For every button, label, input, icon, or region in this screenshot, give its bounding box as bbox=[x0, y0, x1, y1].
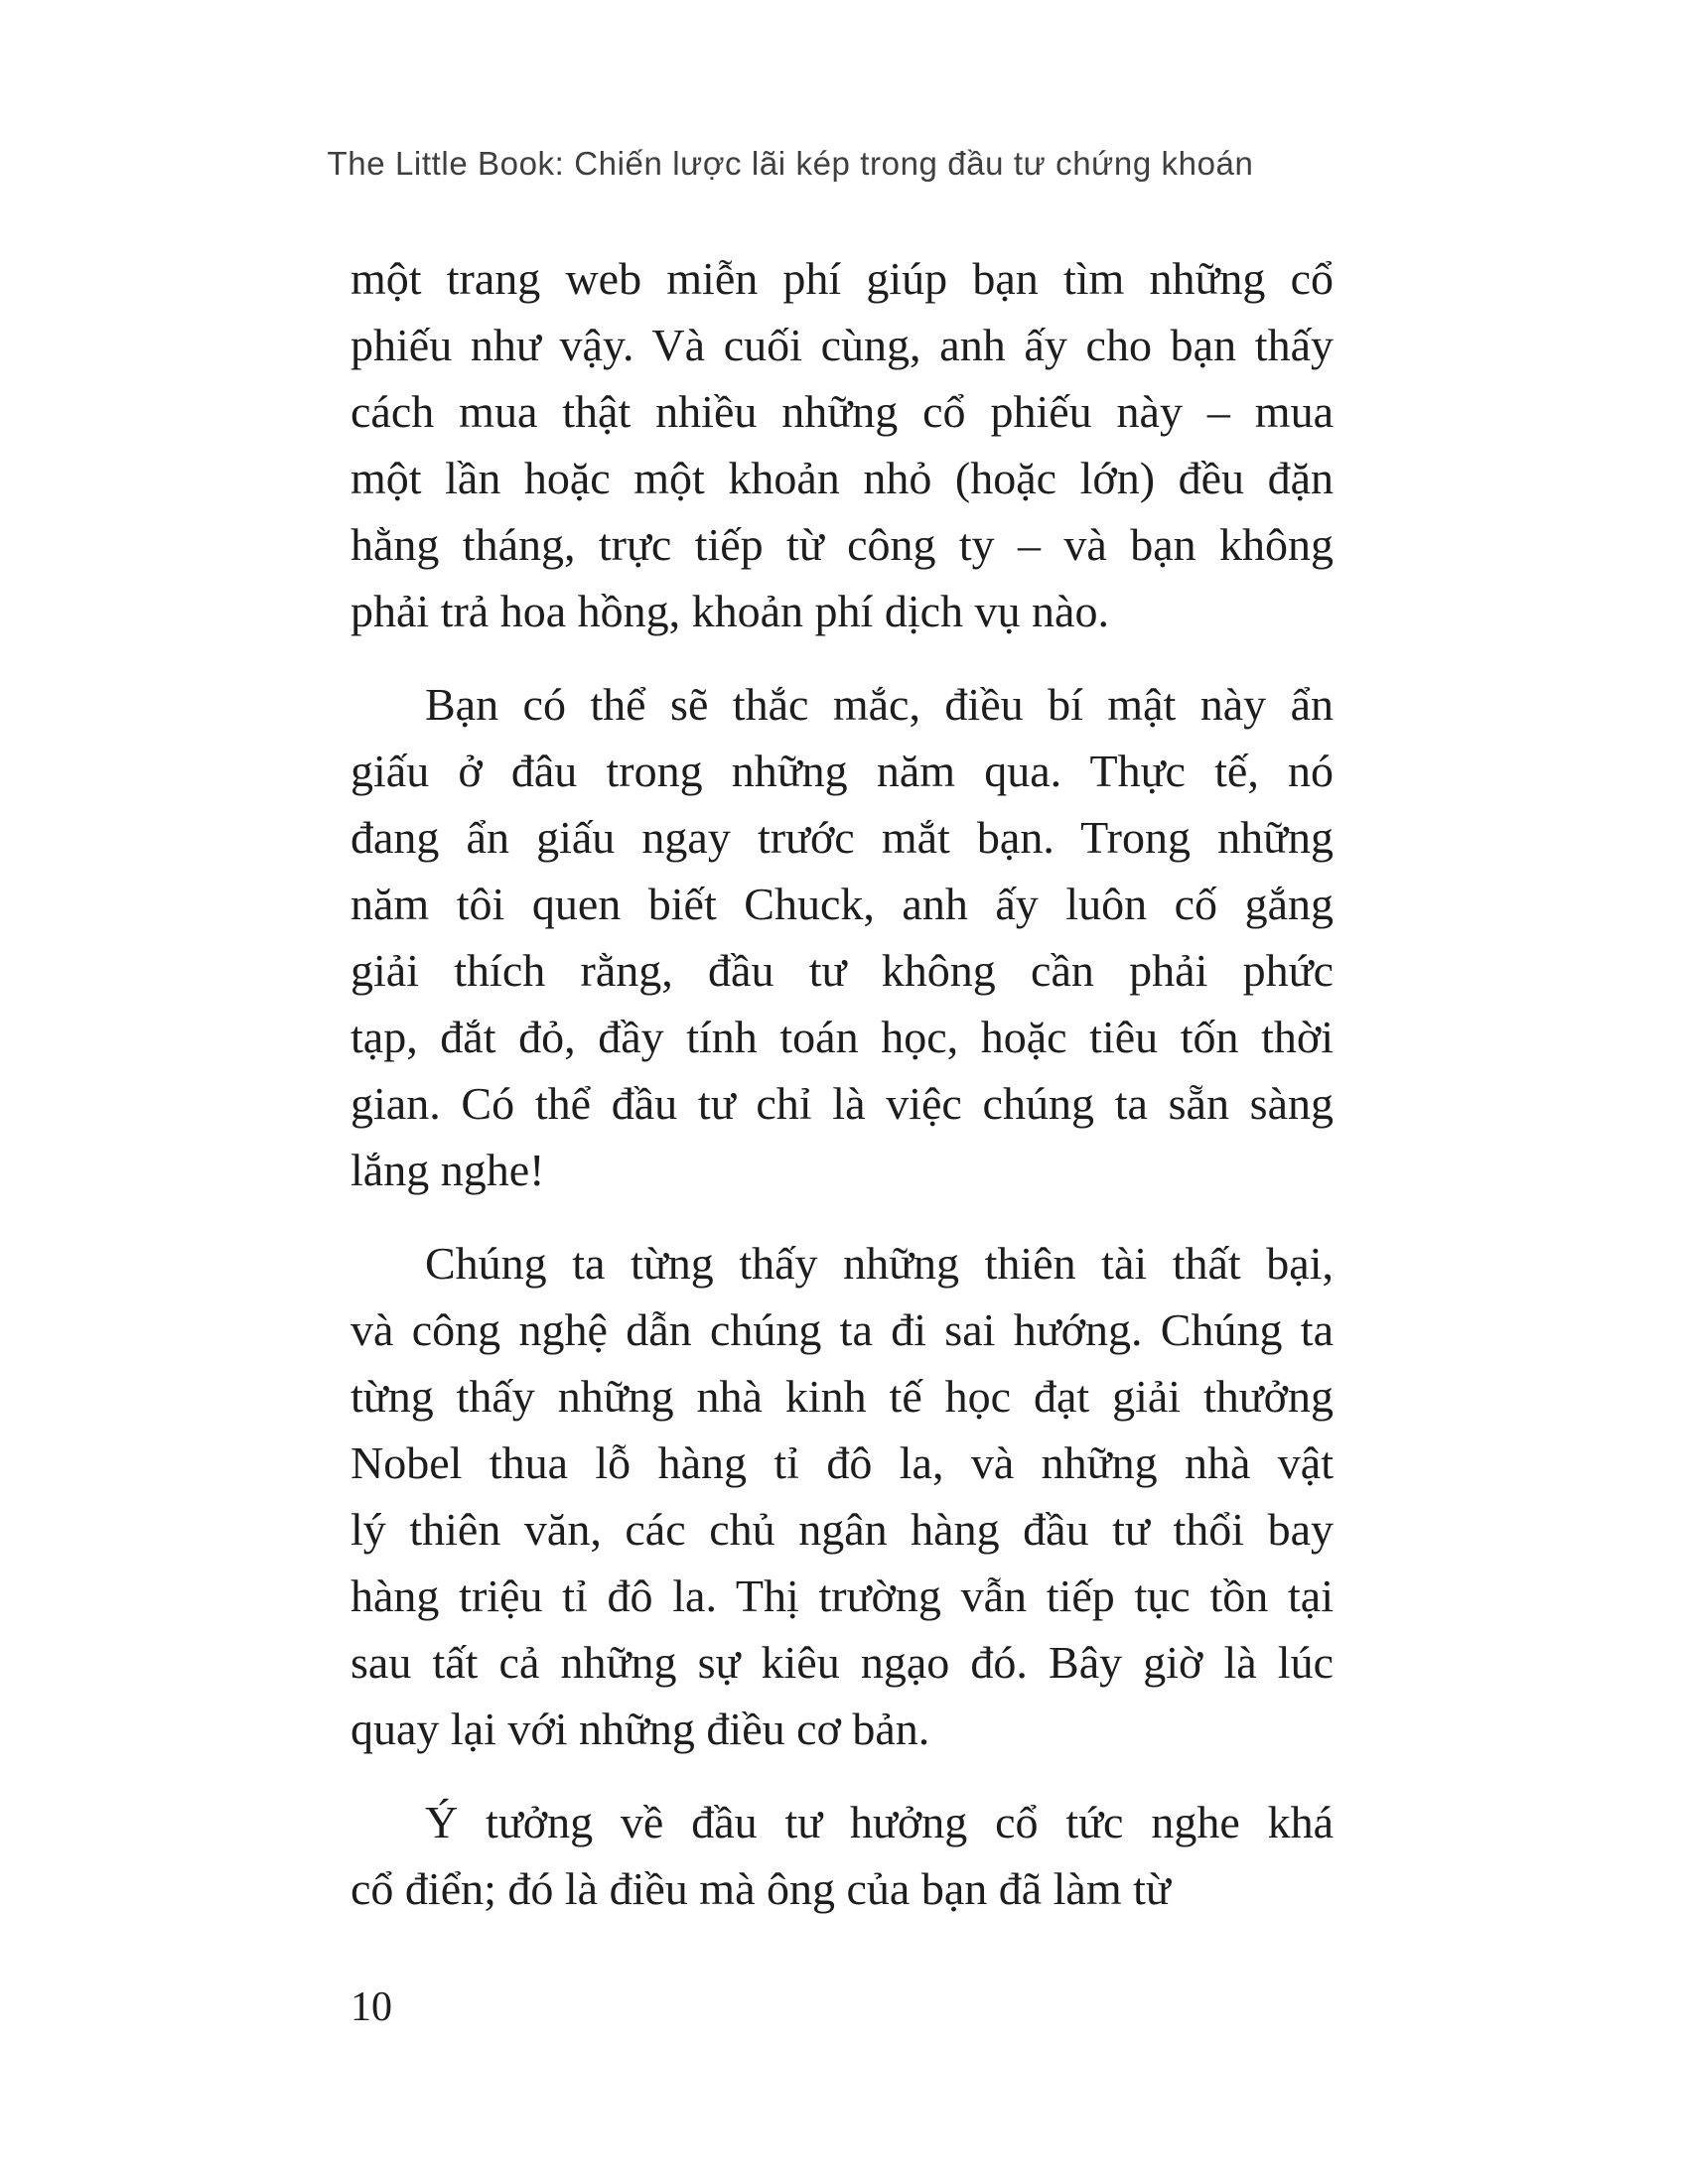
body-line: một lần hoặc một khoản nhỏ (hoặc lớn) đều đặn bbox=[351, 453, 1334, 503]
paragraph bbox=[351, 1230, 1334, 1762]
page-number: 10 bbox=[351, 1984, 392, 2030]
body-line: Chúng ta từng thấy những thiên tài thất bại, bbox=[425, 1238, 1334, 1289]
body-line: hằng tháng, trực tiếp từ công ty – và bạn không bbox=[351, 519, 1334, 570]
body-line: giải thích rằng, đầu tư không cần phải phức bbox=[351, 945, 1334, 996]
body-line: cách mua thật nhiều những cổ phiếu này – mua bbox=[351, 386, 1334, 437]
body-line: Bạn có thể sẽ thắc mắc, điều bí mật này ẩn bbox=[425, 679, 1334, 730]
body-line: một trang web miễn phí giúp bạn tìm những cổ bbox=[351, 253, 1334, 304]
body-line: Nobel thua lỗ hàng tỉ đô la, và những nhà vật bbox=[351, 1437, 1334, 1488]
body-line: phải trả hoa hồng, khoản phí dịch vụ nào. bbox=[351, 586, 1109, 636]
body-line: lắng nghe! bbox=[351, 1145, 545, 1195]
body-line: giấu ở đâu trong những năm qua. Thực tế, nó bbox=[351, 746, 1334, 796]
body-line: đang ẩn giấu ngay trước mắt bạn. Trong những bbox=[351, 812, 1334, 863]
page-body bbox=[351, 245, 1334, 1922]
body-line: hàng triệu tỉ đô la. Thị trường vẫn tiếp tục tồn tại bbox=[351, 1570, 1334, 1621]
body-line: năm tôi quen biết Chuck, anh ấy luôn cố gắng bbox=[351, 879, 1334, 929]
body-line: lý thiên văn, các chủ ngân hàng đầu tư thổi bay bbox=[351, 1504, 1334, 1555]
body-line: từng thấy những nhà kinh tế học đạt giải thưởng bbox=[351, 1371, 1334, 1422]
body-line: cổ điển; đó là điều mà ông của bạn đã làm từ bbox=[351, 1863, 1171, 1914]
body-line: Ý tưởng về đầu tư hưởng cổ tức nghe khá bbox=[425, 1797, 1334, 1847]
running-header: The Little Book: Chiến lược lãi kép trong đầu tư chứng khoán bbox=[327, 145, 1254, 182]
body-line: sau tất cả những sự kiêu ngạo đó. Bây giờ là lúc bbox=[351, 1637, 1334, 1688]
body-line: quay lại với những điều cơ bản. bbox=[351, 1704, 930, 1754]
paragraph bbox=[351, 671, 1334, 1203]
body-line: gian. Có thể đầu tư chỉ là việc chúng ta sẵn sàng bbox=[351, 1078, 1334, 1129]
body-line: phiếu như vậy. Và cuối cùng, anh ấy cho bạn thấy bbox=[351, 320, 1334, 370]
body-line: và công nghệ dẫn chúng ta đi sai hướng. Chúng ta bbox=[351, 1304, 1334, 1355]
paragraph bbox=[351, 245, 1334, 644]
body-line: tạp, đắt đỏ, đầy tính toán học, hoặc tiêu tốn thời bbox=[351, 1012, 1334, 1062]
paragraph bbox=[351, 1789, 1334, 1922]
